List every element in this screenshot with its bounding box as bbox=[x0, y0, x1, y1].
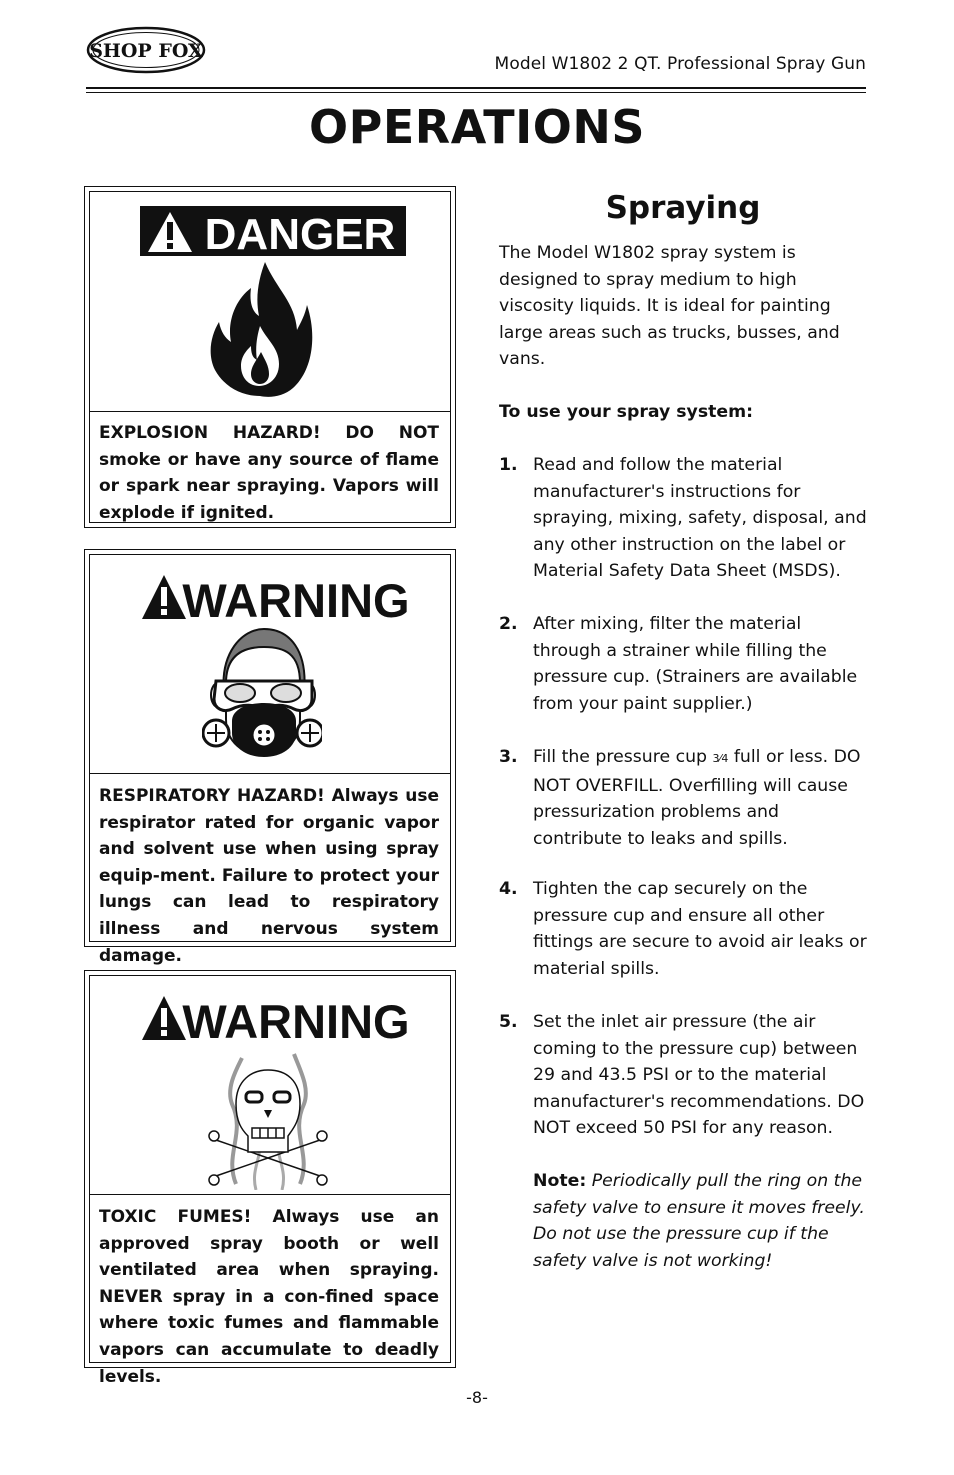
warning-banner-text: WARNING bbox=[182, 995, 410, 1044]
warning-banner-text: WARNING bbox=[182, 574, 410, 623]
respirator-face-icon bbox=[202, 623, 322, 763]
step-number: 5. bbox=[499, 1012, 518, 1032]
warning-banner bbox=[140, 567, 410, 623]
model-line: Model W1802 2 QT. Professional Spray Gun bbox=[494, 54, 866, 74]
step-number: 2. bbox=[499, 614, 518, 634]
step-5 bbox=[499, 1009, 869, 1149]
header-rule bbox=[86, 87, 866, 89]
section-title-spraying: Spraying bbox=[605, 190, 761, 226]
step-4 bbox=[499, 876, 869, 986]
fraction: 3⁄4 bbox=[712, 752, 729, 765]
step-text: Read and follow the material manufacturer's instructions for spraying, mixing, safety, disposal, and any other instruction on the label or Material Safety Data Sheet (MSDS). bbox=[533, 455, 867, 582]
toxic-fumes-text: TOXIC FUMES! Always use an approved spray booth or well ventilated area when spraying. NEVER spray in a con-fined space where toxic fumes and flammable vapors can accumulate to deadly levels. bbox=[99, 1207, 439, 1387]
skull-crossbones-fumes-icon bbox=[206, 1044, 330, 1190]
header-rule-thin bbox=[86, 92, 866, 93]
step-text: Tighten the cap securely on the pressure cup and ensure all other fittings are secure to avoid air leaks or material spills. bbox=[533, 879, 867, 979]
danger-banner-text: DANGER bbox=[204, 210, 396, 258]
page-title: OPERATIONS bbox=[309, 100, 645, 154]
warning-box-toxic bbox=[84, 970, 456, 1387]
step-number: 4. bbox=[499, 879, 518, 899]
note-text: Periodically pull the ring on the safety valve to ensure it moves freely. Do not use the pressure cup if the safety valve is not working! bbox=[533, 1171, 865, 1271]
danger-box bbox=[84, 186, 456, 528]
logo-text: SHOP FOX bbox=[89, 40, 203, 62]
page-number: -8- bbox=[466, 1388, 488, 1407]
step-2 bbox=[499, 611, 869, 721]
safety-valve-note bbox=[533, 1168, 868, 1274]
intro-paragraph: The Model W1802 spray system is designed to spray medium to high viscosity liquids. It is ideal for painting large areas such as trucks, busses, and vans. bbox=[499, 243, 840, 370]
step-text: Set the inlet air pressure (the air coming to the pressure cup) between 29 and 43.5 PSI or to the material manufacturer's recommendations. DO NOT exceed 50 PSI for any reason. bbox=[533, 1012, 865, 1139]
warning-banner bbox=[140, 988, 410, 1044]
step-text: Fill the pressure cup 3⁄4 full or less. DO NOT OVERFILL. Overfilling will cause pressurization problems and contribute to leaks and spills. bbox=[533, 747, 861, 849]
step-number: 1. bbox=[499, 455, 518, 475]
step-1 bbox=[499, 452, 869, 587]
note-label: Note: bbox=[533, 1171, 587, 1191]
shop-fox-logo bbox=[86, 24, 206, 76]
step-number: 3. bbox=[499, 747, 518, 767]
step-text: After mixing, filter the material through a strainer while filling the pressure cup. (Strainers are available from your paint supplier.) bbox=[533, 614, 858, 714]
flame-icon bbox=[205, 260, 315, 400]
danger-banner bbox=[140, 202, 410, 258]
respiratory-warning-text: RESPIRATORY HAZARD! Always use respirator rated for organic vapor and solvent use when using spray equip-ment. Failure to protect your lungs can lead to respiratory illness and nervous system damage. bbox=[99, 786, 439, 966]
warning-box-respiratory bbox=[84, 549, 456, 966]
danger-text: EXPLOSION HAZARD! DO NOT smoke or have any source of flame or spark near spraying. Vapors will explode if ignited. bbox=[99, 423, 439, 523]
step-3 bbox=[499, 744, 869, 854]
instructions-lead: To use your spray system: bbox=[499, 402, 754, 422]
